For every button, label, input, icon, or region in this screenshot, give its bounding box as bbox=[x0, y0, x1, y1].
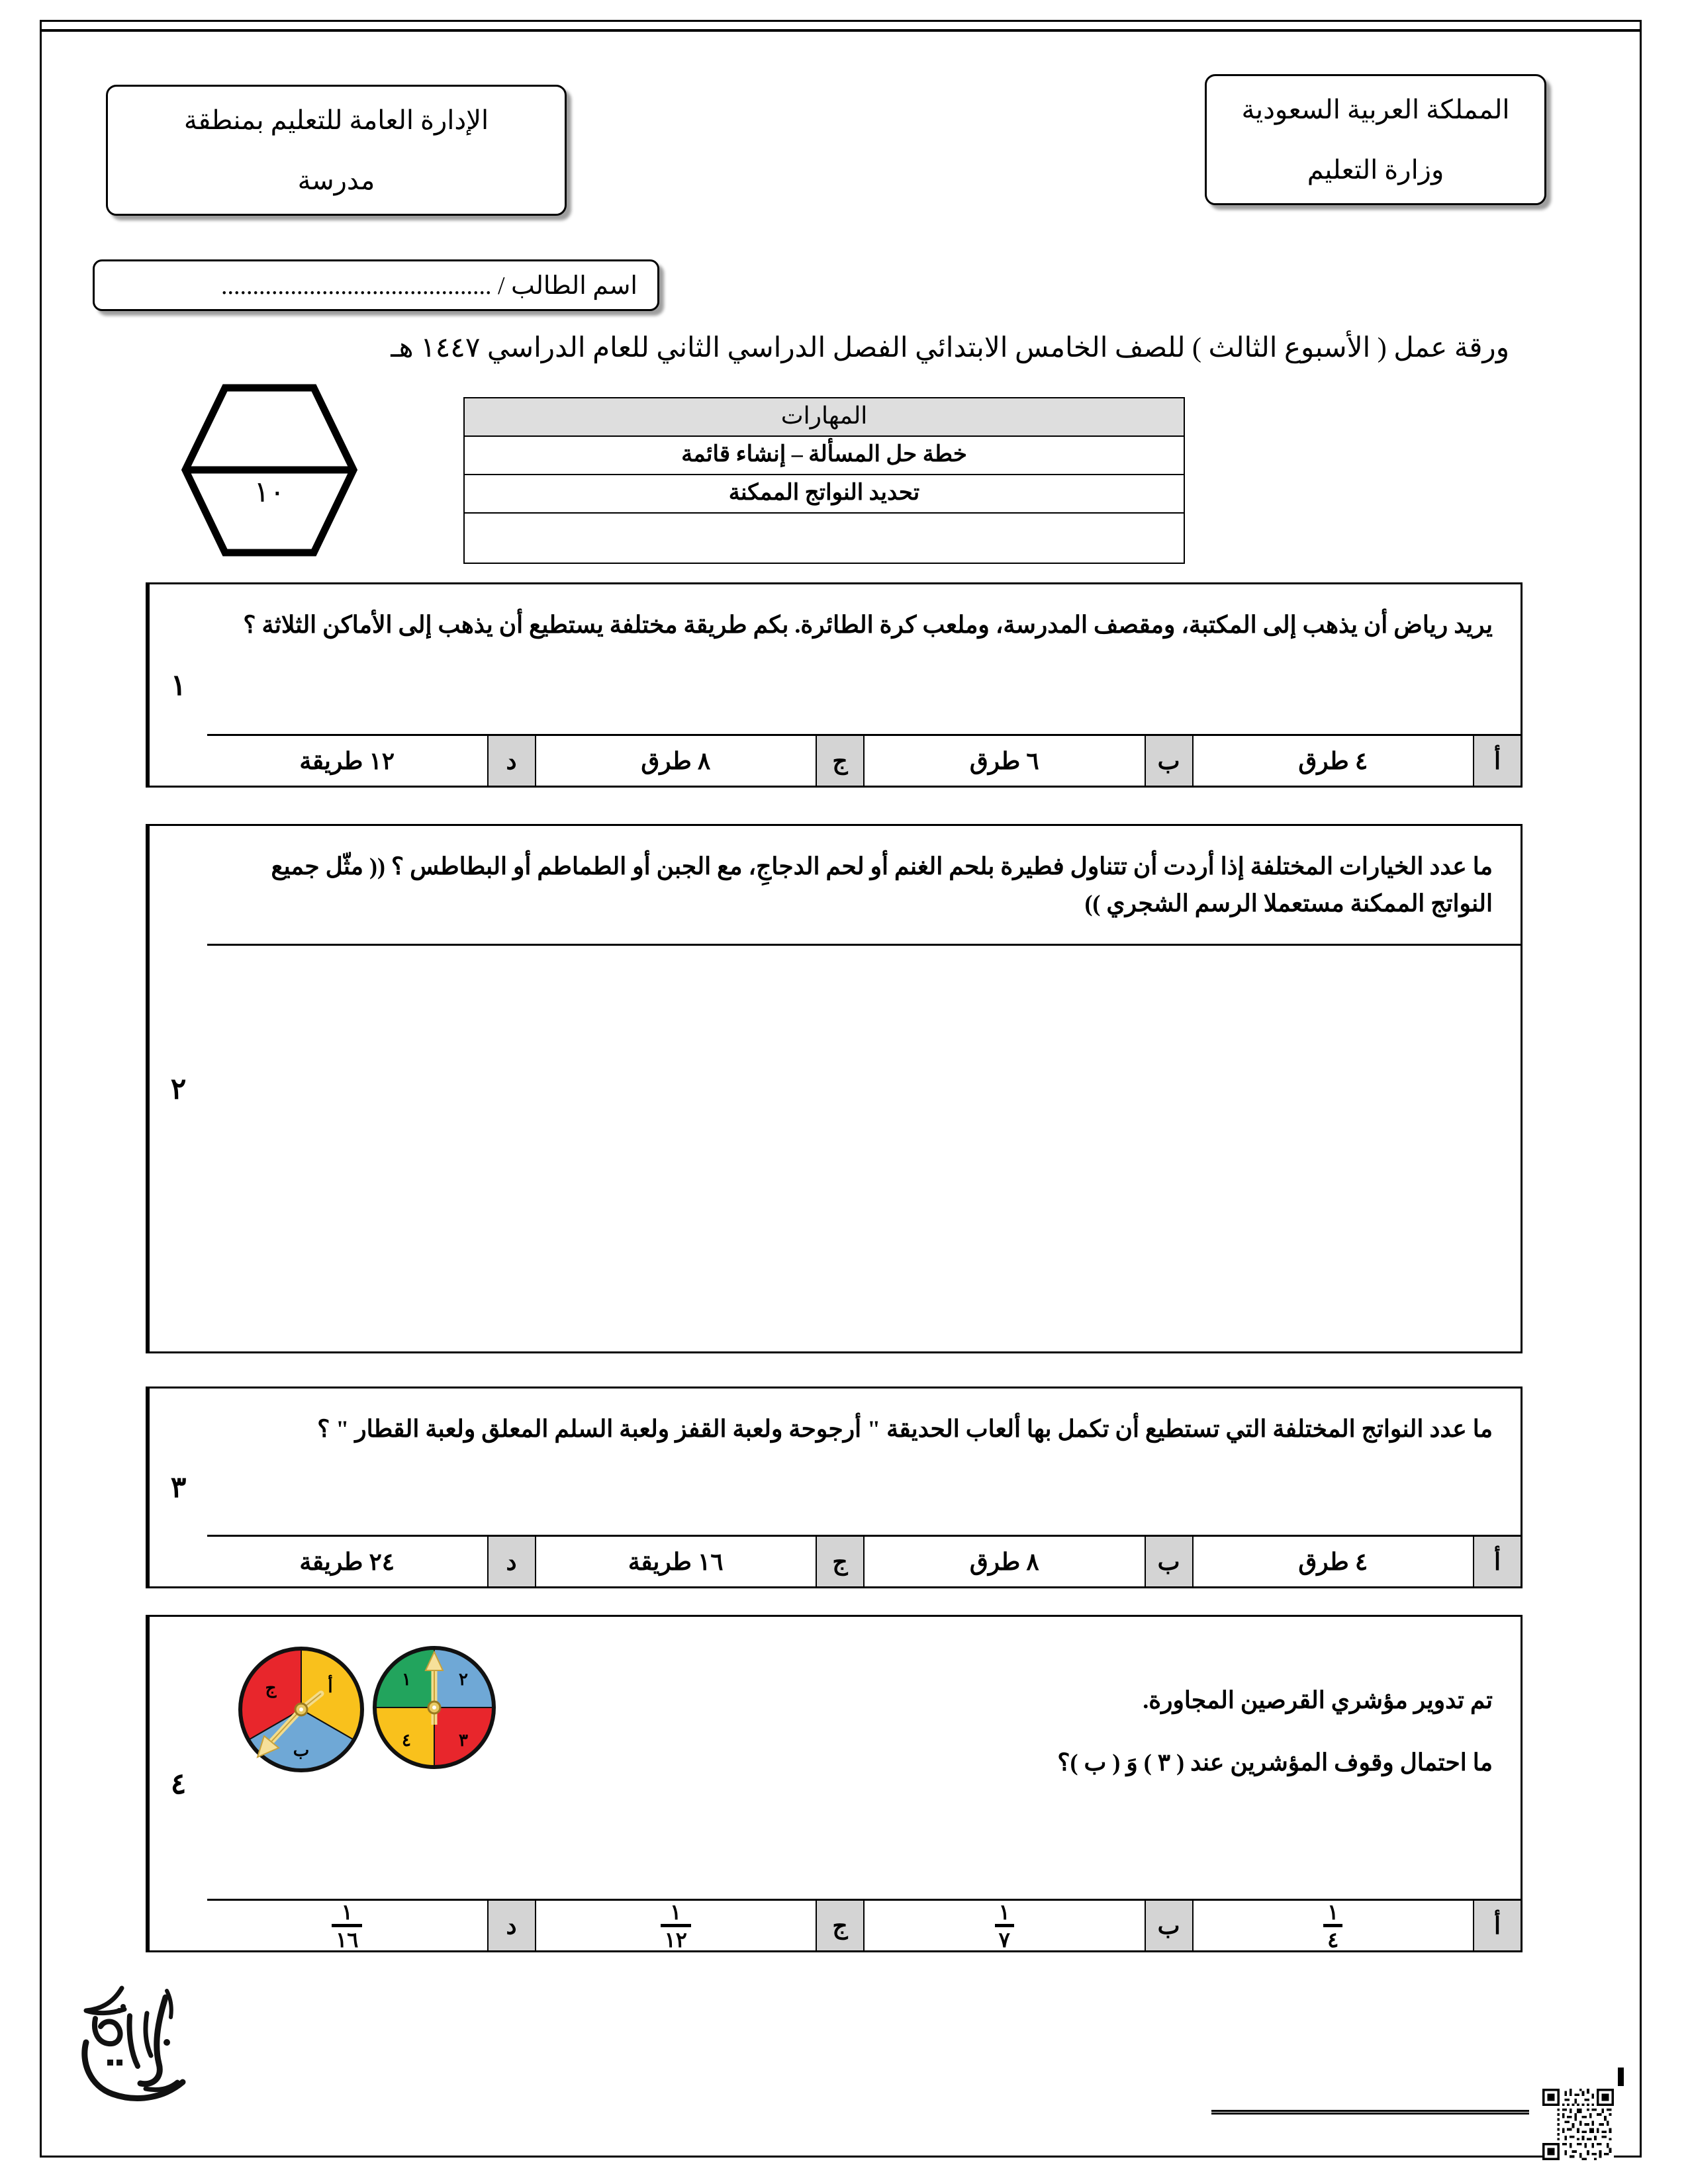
skills-header-cell: المهارات bbox=[464, 398, 1184, 436]
skill-cell-3-empty bbox=[464, 513, 1184, 563]
footer-rule bbox=[1211, 2110, 1529, 2115]
svg-text:٣: ٣ bbox=[459, 1731, 468, 1750]
hexagon-icon bbox=[180, 383, 359, 558]
answer-work-area-2[interactable] bbox=[207, 944, 1521, 1351]
svg-text:ب: ب bbox=[293, 1741, 310, 1760]
fraction-numerator: ١ bbox=[1327, 1899, 1339, 1924]
options-row-3 bbox=[207, 1535, 1521, 1586]
fraction-4d bbox=[332, 1901, 362, 1950]
question-number-4: ٤ bbox=[148, 1617, 207, 1950]
question-text-3: ما عدد النواتج المختلفة التي تستطيع أن تكمل بها ألعاب الحديقة " أرجوحة ولعبة القفز ولعبة السلم المعلق ولعبة القطار " ؟ bbox=[317, 1416, 1493, 1442]
option-value-3a[interactable]: ٤ طرق bbox=[1192, 1537, 1474, 1586]
question-number-3: ٣ bbox=[148, 1388, 207, 1586]
fraction-numerator: ١ bbox=[341, 1899, 353, 1924]
table-row bbox=[464, 436, 1184, 475]
option-value-1c[interactable]: ٨ طرق bbox=[535, 736, 816, 786]
option-value-1b[interactable]: ٦ طرق bbox=[863, 736, 1145, 786]
question-body-2 bbox=[207, 826, 1521, 1351]
option-letter-1b: ب bbox=[1145, 736, 1192, 786]
fraction-denominator: ٧ bbox=[995, 1924, 1014, 1950]
four-sector-spinner-icon bbox=[365, 1638, 504, 1777]
skills-table bbox=[463, 397, 1185, 564]
option-letter-3b: ب bbox=[1145, 1537, 1192, 1586]
svg-text:ج: ج bbox=[265, 1678, 277, 1698]
fraction-4c bbox=[661, 1901, 691, 1950]
option-value-1a[interactable]: ٤ طرق bbox=[1192, 736, 1474, 786]
question-block-1 bbox=[146, 582, 1523, 788]
option-letter-4b: ب bbox=[1145, 1901, 1192, 1950]
option-letter-3c: ج bbox=[816, 1537, 863, 1586]
question-block-2 bbox=[146, 824, 1523, 1353]
option-value-4b[interactable] bbox=[863, 1901, 1145, 1950]
country-label: المملكة العربية السعودية bbox=[1241, 95, 1510, 124]
fraction-4b bbox=[995, 1901, 1014, 1950]
option-letter-4d: د bbox=[487, 1901, 535, 1950]
question-number-1: ١ bbox=[148, 584, 207, 786]
footer-tick-mark bbox=[1618, 2068, 1624, 2086]
options-row-1 bbox=[207, 734, 1521, 786]
page-top-rule bbox=[42, 29, 1640, 32]
fraction-denominator: ١٢ bbox=[661, 1924, 691, 1950]
student-name-label: اسم الطالب / ........................................... bbox=[220, 271, 637, 300]
svg-text:٢: ٢ bbox=[459, 1670, 468, 1689]
option-letter-1a: أ bbox=[1473, 736, 1521, 786]
fraction-numerator: ١ bbox=[998, 1899, 1010, 1924]
teacher-signature-icon bbox=[66, 1979, 238, 2131]
skill-cell-2: تحديد النواتج الممكنة bbox=[464, 475, 1184, 513]
question-block-3 bbox=[146, 1387, 1523, 1588]
option-value-4c[interactable] bbox=[535, 1901, 816, 1950]
question-text-1: يريد رياض أن يذهب إلى المكتبة، ومقصف المدرسة، وملعب كرة الطائرة. بكم طريقة مختلفة يستطيع أن يذهب إلى الأماكن الثلاثة ؟ bbox=[243, 612, 1493, 638]
question-text-2: ما عدد الخيارات المختلفة إذا أردت أن تتناول فطيرة بلحم الغنم أو لحم الدجاجِ، مع الجبن أو الطماطم أو البطاطس ؟ (( مثّل جميع النواتج الممكنة مستعملا الرسم الشجري )) bbox=[271, 853, 1493, 917]
svg-text:أ: أ bbox=[328, 1677, 333, 1696]
three-sector-spinner-icon bbox=[228, 1643, 374, 1776]
education-admin-header-box bbox=[106, 85, 567, 216]
svg-text:١: ١ bbox=[402, 1670, 411, 1689]
option-value-4a[interactable] bbox=[1192, 1901, 1474, 1950]
option-value-1d[interactable]: ١٢ طريقة bbox=[299, 747, 395, 774]
worksheet-title: ورقة عمل ( الأسبوع الثالث ) للصف الخامس الابتدائي الفصل الدراسي الثاني للعام الدراسي ١٤٤٧ هـ bbox=[391, 333, 1509, 363]
option-value-3c[interactable]: ١٦ طريقة bbox=[535, 1537, 816, 1586]
table-row bbox=[464, 475, 1184, 513]
svg-text:٤: ٤ bbox=[402, 1731, 411, 1750]
table-row bbox=[464, 513, 1184, 563]
fraction-4a bbox=[1323, 1901, 1342, 1950]
option-value-3d[interactable]: ٢٤ طريقة bbox=[299, 1548, 395, 1575]
qr-code-icon[interactable] bbox=[1542, 2089, 1614, 2160]
question-number-2: ٢ bbox=[148, 826, 207, 1351]
question-text-4-line2: ما احتمال وقوف المؤشرين عند ( ٣ ) وَ ( ب )؟ bbox=[1057, 1749, 1493, 1776]
option-letter-3a: أ bbox=[1473, 1537, 1521, 1586]
question-body-4 bbox=[207, 1617, 1521, 1950]
education-admin-label: الإدارة العامة للتعليم بمنطقة bbox=[183, 105, 489, 135]
fraction-numerator: ١ bbox=[670, 1899, 682, 1924]
question-body-3 bbox=[207, 1388, 1521, 1586]
option-letter-4a: أ bbox=[1473, 1901, 1521, 1950]
option-letter-1c: ج bbox=[816, 736, 863, 786]
option-letter-3d: د bbox=[487, 1537, 535, 1586]
skill-cell-1: خطة حل المسألة – إنشاء قائمة bbox=[464, 436, 1184, 475]
option-value-3b[interactable]: ٨ طرق bbox=[863, 1537, 1145, 1586]
options-row-4 bbox=[207, 1899, 1521, 1950]
question-text-4-line1: تم تدوير مؤشري القرصين المجاورة. bbox=[1143, 1687, 1493, 1713]
question-block-4 bbox=[146, 1615, 1523, 1952]
skills-table-header-row bbox=[464, 398, 1184, 436]
fraction-denominator: ٤ bbox=[1323, 1924, 1342, 1950]
question-body-1 bbox=[207, 584, 1521, 786]
option-letter-4c: ج bbox=[816, 1901, 863, 1950]
option-letter-1d: د bbox=[487, 736, 535, 786]
fraction-denominator: ١٦ bbox=[332, 1924, 362, 1950]
ministry-header-box bbox=[1205, 74, 1546, 205]
school-label: مدرسة bbox=[297, 165, 375, 195]
total-mark-value: ١٠ bbox=[254, 476, 285, 508]
option-value-4d[interactable] bbox=[207, 1901, 487, 1950]
student-name-field[interactable] bbox=[93, 259, 659, 311]
grade-hexagon bbox=[180, 383, 359, 558]
spinners-illustration bbox=[220, 1626, 591, 1778]
ministry-label: وزارة التعليم bbox=[1307, 155, 1444, 185]
